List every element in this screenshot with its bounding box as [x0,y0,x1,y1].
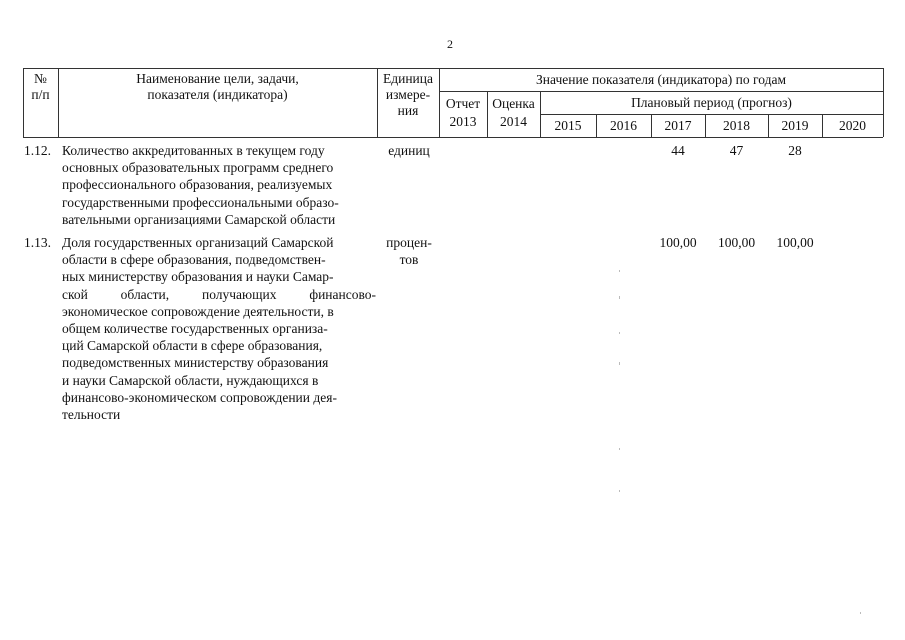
row-value-2018: 47 [729,143,744,158]
row-name-line: области в сфере образования, подведомствен- [62,252,326,268]
row-number: 1.12. [24,143,51,158]
row-name-line: тельности [62,407,121,423]
row-name-line: и науки Самарской области, нуждающихся в [62,372,319,388]
row-name-line: Доля государственных организаций Самарской [62,235,334,250]
row-unit [381,142,437,159]
scan-speck [860,612,861,614]
row-name-line: профессионального образования, реализуемых [62,177,333,193]
row-value-2017: 44 [671,143,685,158]
header-year-2017: 2017 [664,118,692,133]
header-bottom-border [23,137,883,138]
row-value-2019: 28 [788,143,802,158]
row-value-2017: 100,00 [659,235,697,250]
row-value-2019: 100,00 [776,235,814,250]
row-unit-line: процен- [386,235,432,250]
header-values-title: Значение показателя (индикатора) по годам [536,72,786,87]
header-report-line1: Отчет [445,96,481,111]
header-name-line2: показателя (индикатора) [147,87,288,102]
header-unit-line2: измере- [385,87,431,102]
header-estimate-line1: Оценка [492,96,535,111]
row-indicator-name [62,142,376,228]
header-estimate [487,95,540,131]
row-unit-line: тов [399,252,419,268]
row-name-line: подведомственных министерству образования [62,355,329,371]
header-num-line2: п/п [31,87,50,102]
row-name-line: Количество аккредитованных в текущем году [62,143,325,158]
header-report [439,95,487,131]
header-values-divider [439,91,883,92]
row-unit [381,234,437,268]
page-number: 2 [447,37,453,51]
header-report-line2: 2013 [449,114,477,129]
scan-speck [619,270,620,272]
row-value-2018: 100,00 [717,235,756,250]
header-right-border [883,68,884,137]
row-name-line: финансово-экономическом сопровождении дея- [62,389,337,405]
row-indicator-name [62,234,376,423]
row-name-line: общем количестве государственных организа- [62,321,328,337]
header-year-2015: 2015 [554,118,582,133]
row-name-line: ций Самарской области в сфере образования, [62,338,323,354]
header-estimate-line2: 2014 [500,114,527,129]
row-name-line: ской области, получающих финансово- [62,286,376,302]
header-unit-line3: ния [397,103,419,118]
header-plan-title: Плановый период (прогноз) [631,95,792,110]
header-plan-divider [540,114,883,115]
header-unit [377,71,439,119]
scan-speck [619,490,620,492]
row-unit-line: единиц [388,143,430,158]
header-top-border [23,68,883,69]
header-unit-line1: Единица [382,71,433,86]
row-name-line: вательными организациями Самарской области [62,211,336,227]
header-year-2016: 2016 [610,118,637,133]
row-name-line: основных образовательных программ среднего [62,160,334,176]
row-name-line: государственными профессиональными образо- [62,194,339,210]
header-year-2020: 2020 [839,118,866,133]
scan-speck [619,448,620,450]
header-name-line1: Наименование цели, задачи, [136,71,299,86]
header-num [23,71,58,103]
header-name [58,71,377,103]
header-num-line1: № [34,71,47,86]
scan-speck [619,296,620,299]
row-number: 1.13. [24,235,51,250]
scan-speck [619,362,620,365]
row-name-line: экономическое сопровождение деятельности, в [62,303,334,319]
row-name-line: ных министерству образования и науки Самар- [62,269,334,285]
header-year-2019: 2019 [781,118,809,133]
header-year-2018: 2018 [723,118,750,133]
scan-speck [619,332,620,334]
